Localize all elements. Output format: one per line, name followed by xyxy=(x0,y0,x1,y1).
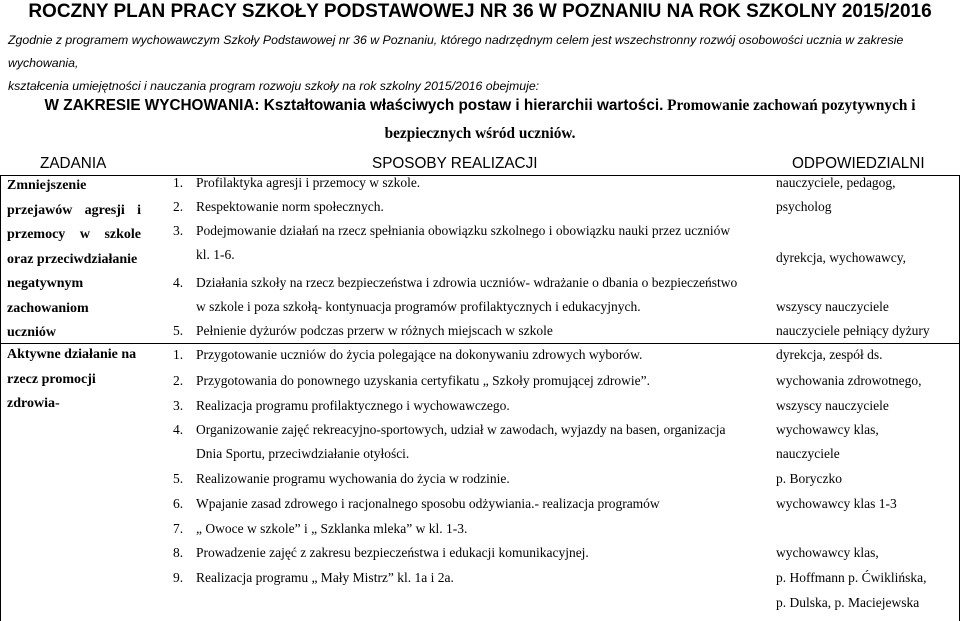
responsible-entry: wychowawcy klas, xyxy=(776,422,879,437)
intro-paragraph xyxy=(8,29,953,98)
responsible-entry: wszyscy nauczyciele xyxy=(776,398,889,413)
table-row-divider xyxy=(0,343,960,344)
responsible-entry: wychowawcy klas, xyxy=(776,545,879,560)
task-line: oraz przeciwdziałanie xyxy=(7,251,138,267)
task-line: Aktywne działanie na xyxy=(7,347,137,362)
task-line: uczniów xyxy=(7,325,56,340)
responsible-entry: p. Boryczko xyxy=(776,471,842,486)
task-cell-health xyxy=(7,343,141,417)
column-header-methods: SPOSOBY REALIZACJI xyxy=(372,155,538,172)
responsible-entry: nauczyciele pełniący dyżury xyxy=(776,323,930,338)
task-cell-aggression xyxy=(7,174,141,346)
responsible-entry: p. Hoffmann p. Ćwiklińska, xyxy=(776,570,927,585)
document-title: ROCZNY PLAN PRACY SZKOŁY PODSTAWOWEJ NR 36 W POZNANIU NA ROK SZKOLNY 2015/2016 xyxy=(28,1,932,22)
task-line: negatywnym xyxy=(7,276,84,291)
intro-line-1: Zgodnie z programem wychowawczym Szkoły Podstawowej nr 36 w Poznaniu, którego nadrzędnym celem jest wszechstronny rozwój osobowości ucznia w zakresie wychowania, xyxy=(8,33,904,70)
section-heading-lead: W ZAKRESIE WYCHOWANIA: Kształtowania właściwych postaw i hierarchii wartości. xyxy=(44,97,664,114)
task-line: Zmniejszenie xyxy=(7,178,87,193)
responsible-entry: nauczyciele xyxy=(776,446,840,461)
column-header-tasks: ZADANIA xyxy=(40,155,107,172)
section-heading xyxy=(0,92,960,148)
task-line: przemocy w szkole xyxy=(7,227,141,242)
responsible-entry: wychowania zdrowotnego, xyxy=(776,373,922,388)
intro-line-2: kształcenia umiejętności i nauczania program rozwoju szkoły na rok szkolny 2015/2016 obejmuje: xyxy=(8,79,540,93)
responsible-entry: p. Dulska, p. Maciejewska xyxy=(776,595,920,610)
task-line: rzecz promocji xyxy=(7,371,96,387)
section-heading-rest: Promowanie zachowań pozytywnych i xyxy=(667,97,916,114)
table-left-border xyxy=(0,175,1,621)
responsible-entry: dyrekcja, wychowawcy, xyxy=(776,250,906,265)
responsible-entry: nauczyciele, pedagog, xyxy=(776,175,896,190)
responsible-entry: psycholog xyxy=(776,199,832,214)
section-heading-line-2: bezpiecznych wśród uczniów. xyxy=(384,125,576,142)
responsible-entry: wszyscy nauczyciele xyxy=(776,299,889,314)
task-line: przejawów agresji i xyxy=(7,202,141,218)
section-heading-line-1 xyxy=(0,92,960,120)
responsible-entry: dyrekcja, zespół ds. xyxy=(776,347,883,362)
task-line: zachowaniom xyxy=(7,300,89,316)
column-header-responsible: ODPOWIEDZIALNI xyxy=(792,155,925,172)
responsible-entry: wychowawcy klas 1-3 xyxy=(776,496,897,511)
task-line: zdrowia- xyxy=(7,396,60,411)
